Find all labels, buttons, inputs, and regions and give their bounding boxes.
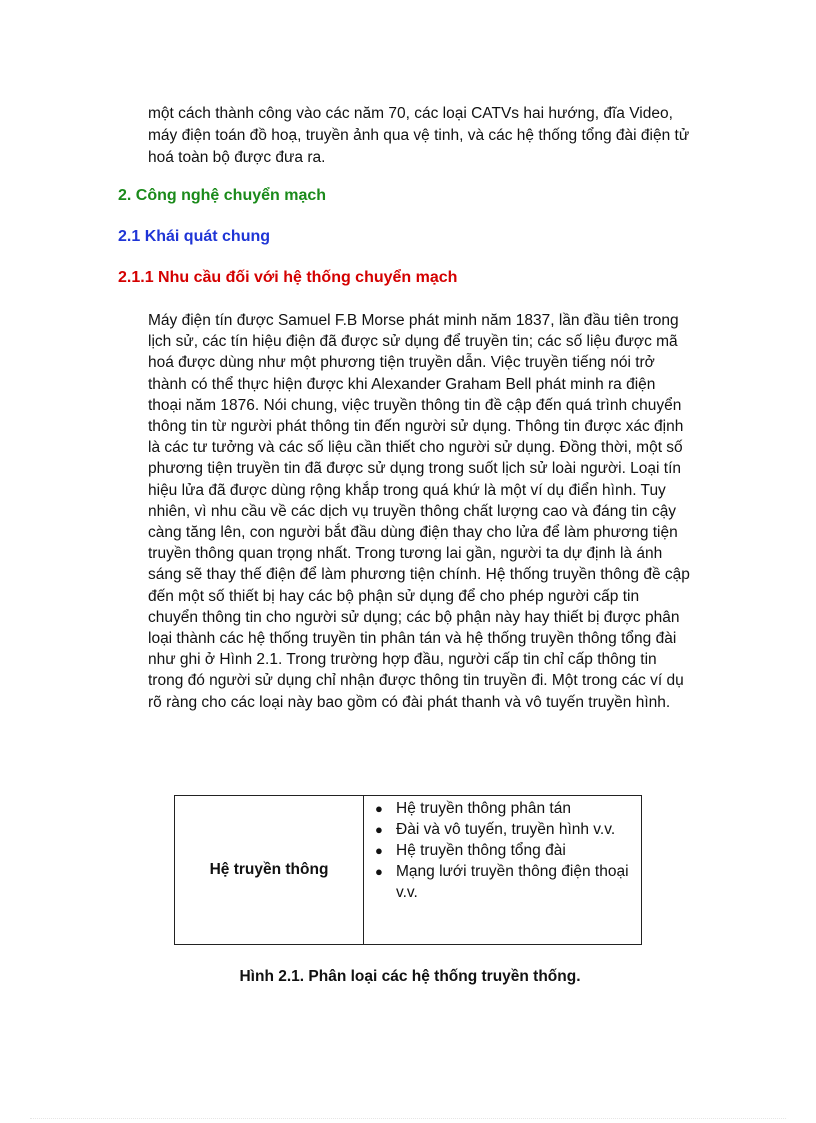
figure-left-cell	[175, 796, 364, 944]
list-item-text: Mạng lưới truyền thông điện thoại v.v.	[396, 863, 629, 901]
list-item	[372, 819, 633, 840]
page-bottom-divider	[30, 1118, 786, 1119]
list-item	[372, 861, 633, 903]
figure-table	[174, 795, 642, 945]
bullet-dot-icon: ●	[375, 801, 383, 816]
bullet-dot-icon: ●	[375, 843, 383, 858]
list-item-text: Đài và vô tuyến, truyền hình v.v.	[396, 821, 616, 838]
bullet-dot-icon: ●	[375, 864, 383, 879]
subsection-heading: 2.1 Khái quát chung	[118, 228, 271, 245]
list-item	[372, 798, 633, 819]
figure-caption: Hình 2.1. Phân loại các hệ thống truyền thống.	[239, 968, 581, 985]
figure-right-cell	[364, 796, 641, 944]
bullet-dot-icon: ●	[375, 822, 383, 837]
list-item-text: Hệ truyền thông phân tán	[396, 800, 571, 817]
body-paragraph: Máy điện tín được Samuel F.B Morse phát minh năm 1837, lần đầu tiên trong lịch sử, các tín hiệu điện đã được sử dụng để truyền tin; các số liệu được mã hoá được dùng như một phương tiện truyền dẫn. Việc truyền tiếng nói trở thành có thể thực hiện được khi Alexander Graham Bell phát minh ra điện thoại năm 1876. Nói chung, việc truyền thông tin đề cập đến quá trình chuyển thông tin từ người phát thông tin đến người sử dụng. Thông tin được xác định là các tư tưởng và các số liệu cần thiết cho người sử dụng. Đồng thời, một số phương tiện truyền tin đã được sử dụng trong suốt lịch sử loài người. Loại tín hiệu lửa đã được dùng rộng khắp trong quá khứ là một ví dụ điển hình. Tuy nhiên, vì nhu cầu về các dịch vụ truyền thông chất lượng cao và đáng tin cậy càng tăng lên, con người bắt đầu dùng điện thay cho lửa để làm phương tiện truyền thông quan trọng nhất. Trong tương lai gần, người ta dự định là ánh sáng sẽ thay thế điện để làm phương tiện chính. Hệ thống truyền thông đề cập đến một số thiết bị hay các bộ phận sử dụng để cho phép người cấp tin chuyển thông tin cho người sử dụng; các bộ phận này hay thiết bị được phân loại thành các hệ thống truyền tin phân tán và hệ thống truyền thông tổng đài như ghi ở Hình 2.1. Trong trường hợp đầu, người cấp tin chỉ cấp thông tin trong đó người sử dụng chỉ nhận được thông tin truyền đi. Một trong các ví dụ rõ ràng cho các loại này bao gồm có đài phát thanh và vô tuyến truyền hình.	[148, 312, 690, 711]
figure-left-label: Hệ truyền thông	[209, 861, 329, 878]
list-item	[372, 840, 633, 861]
figure-item-list	[372, 798, 633, 903]
intro-paragraph: một cách thành công vào các năm 70, các loại CATVs hai hướng, đĩa Video, máy điện toán đồ hoạ, truyền ảnh qua vệ tinh, và các hệ thống tổng đài điện tử hoá toàn bộ được đưa ra.	[148, 105, 690, 166]
subsubsection-heading: 2.1.1 Nhu cầu đối với hệ thống chuyển mạch	[118, 269, 458, 286]
section-heading: 2. Công nghệ chuyển mạch	[118, 187, 327, 204]
list-item-text: Hệ truyền thông tổng đài	[396, 842, 566, 859]
